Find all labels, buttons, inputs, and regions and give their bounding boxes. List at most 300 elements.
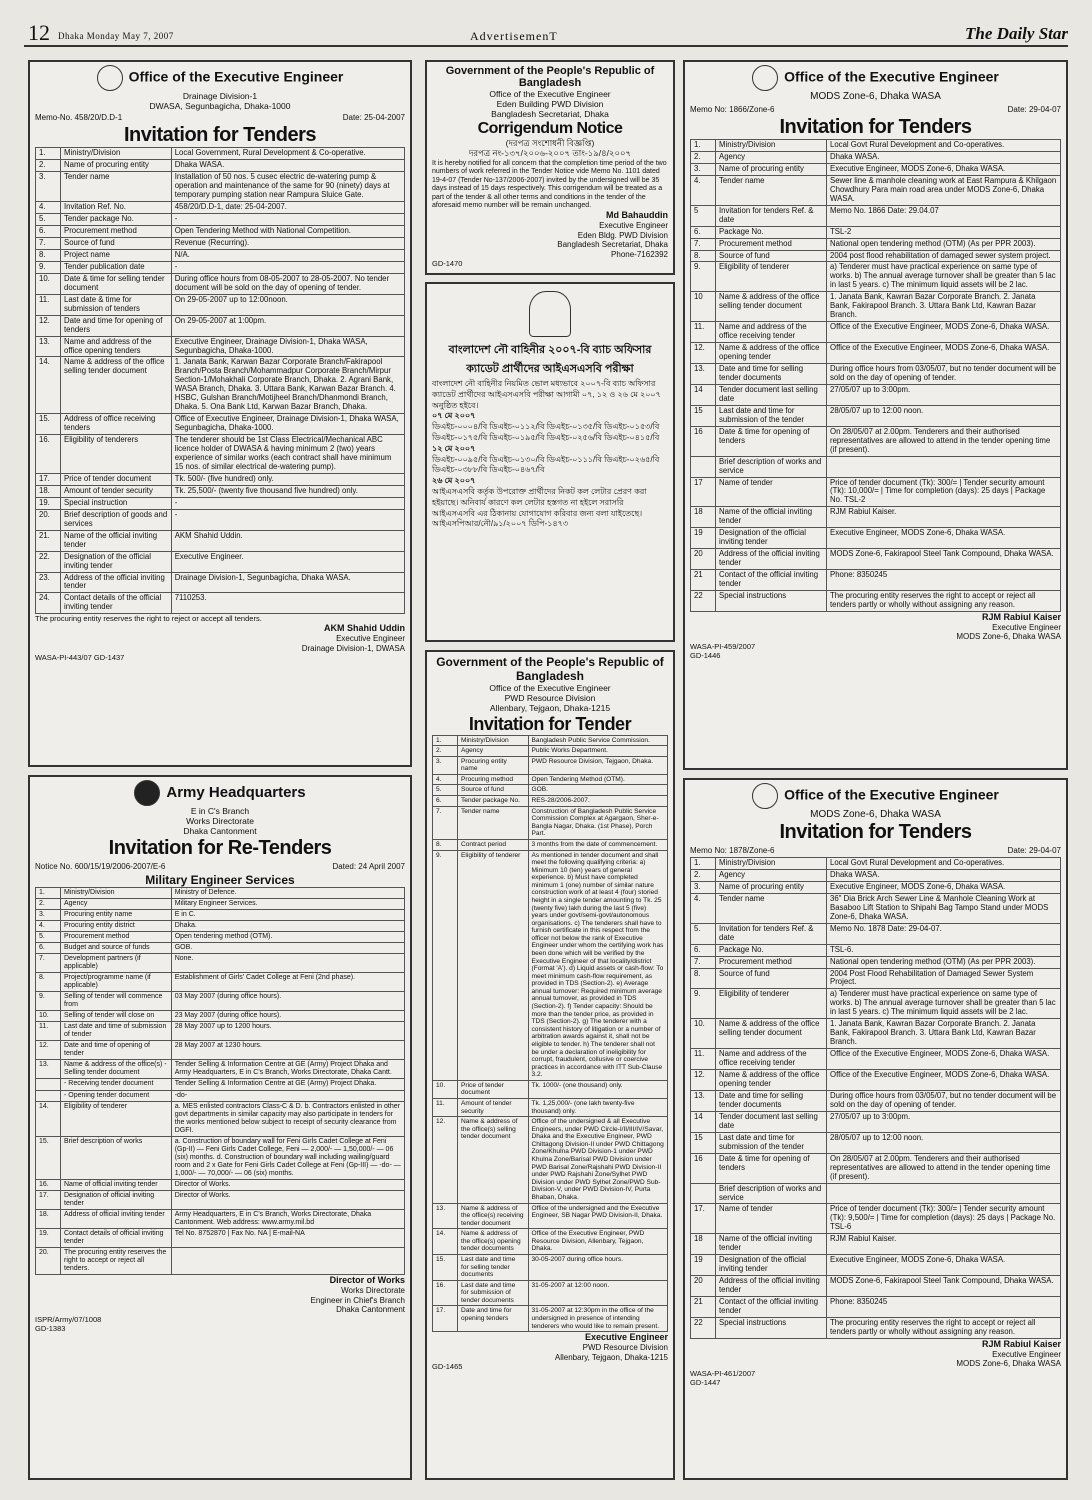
table-row: [691, 989, 1061, 1019]
tender-table: [35, 147, 405, 614]
table-cell-v: Bangladesh Public Service Commission.: [528, 735, 668, 746]
table-cell-v: None.: [171, 953, 404, 972]
ad-gov: Government of the People's Republic of Bangladesh: [436, 655, 664, 683]
table-cell-k: Tender name: [716, 893, 827, 923]
table-cell-v: 28 May 2007 at 1230 hours.: [171, 1041, 404, 1060]
ad-s1: Office of the Executive Engineer: [489, 683, 611, 693]
table-cell-v: a) Tenderer must have practical experience on same type of works. b) The annual average turnover shall be greater than 5 lac in last 5 years. c) The minimum liquid assets will be 2 lac.: [827, 989, 1061, 1019]
table-cell-v: Office of Executive Engineer, Drainage Division-1, Dhaka WASA, Segunbagicha, Dhaka-1000.: [171, 414, 404, 435]
table-cell-v: Phone: 8350245: [827, 1297, 1061, 1318]
table-row: [691, 477, 1061, 507]
table-cell-n: 16: [691, 1153, 716, 1183]
table-cell-v: During office hours from 03/05/07, but no tender document will be sold on the day of opening of tender.: [827, 364, 1061, 385]
table-cell-k: - Receiving tender document: [61, 1079, 172, 1090]
table-row: [691, 1255, 1061, 1276]
bn-date1: ০৭ মে ২০০৭: [432, 411, 476, 421]
table-cell-k: Selling of tender will commence from: [61, 992, 172, 1011]
table-cell-n: 7.: [691, 238, 716, 250]
table-row: [36, 1210, 405, 1229]
table-row: [691, 1276, 1061, 1297]
table-cell-k: Name of the official inviting tender: [61, 530, 172, 551]
bn-note: আইএসএসবি কর্তৃক উপরোক্ত প্রার্থীদের নিকট কল লেটার প্রেরণ করা হইয়াছে। অনিবার্য কারণে কল লেটার হস্তগত না হইলে সরাসরি আইএসএসবি এর ঠিকানায় যোগাযোগ করিবার জন্য বলা যাইতেছে।: [432, 486, 647, 518]
table-cell-k: Designation of the official inviting tender: [716, 528, 827, 549]
table-cell-n: 9.: [36, 261, 61, 273]
table-cell-k: Eligibility of tenderer: [458, 850, 529, 1080]
table-cell-v: 31-05-2007 at 12:30pm in the office of the undersigned in presence of intending tenderers who would like to remain present.: [528, 1306, 668, 1332]
table-row: [36, 942, 405, 953]
table-cell-v: TSL-2: [827, 226, 1061, 238]
table-cell-n: 6.: [691, 226, 716, 238]
table-cell-v: 31-05-2007 at 12:00 noon.: [528, 1280, 668, 1306]
table-cell-k: Contract period: [458, 839, 529, 850]
ad-sub1: Drainage Division-1: [182, 91, 258, 101]
table-cell-k: Agency: [458, 746, 529, 757]
ad-sub2: DWASA, Segunbagicha, Dhaka-1000: [149, 101, 291, 112]
table-cell-n: 22.: [36, 551, 61, 572]
table-cell-n: 20.: [36, 509, 61, 530]
table-cell-k: Contact details of the official inviting tender: [61, 593, 172, 614]
signature-block: AKM Shahid Uddin Executive Engineer Drainage Division-1, DWASA: [301, 623, 405, 653]
table-cell-n: 18.: [36, 485, 61, 497]
table-cell-n: 14.: [433, 1229, 458, 1255]
table-cell-n: 15.: [36, 414, 61, 435]
ad-title: Invitation for Tender: [468, 713, 632, 734]
table-cell-v: -: [171, 509, 404, 530]
table-cell-v: Military Engineer Services.: [171, 898, 404, 909]
bn-date3: ২৬ মে ২০০৭: [432, 476, 476, 486]
ad-s3: Allenbary, Tejgaon, Dhaka-1215: [489, 703, 611, 714]
table-row: [433, 1099, 668, 1117]
table-cell-k: Date and time for selling tender documents: [716, 364, 827, 385]
table-cell-k: Eligibility of tenderer: [716, 262, 827, 292]
table-row: [691, 528, 1061, 549]
table-cell-n: 19: [691, 528, 716, 549]
signature-block: Md Bahauddin Executive Engineer Eden Bldg. PWD Division Bangladesh Secretariat, Dhaka Phone-7162392: [557, 210, 668, 259]
table-cell-v: Tk. 25,500/- (twenty five thousand five hundred) only.: [171, 485, 404, 497]
table-cell-k: Source of fund: [458, 785, 529, 796]
table-row: [691, 1132, 1061, 1153]
table-cell-k: Tender document last selling date: [716, 384, 827, 405]
table-row: [36, 1248, 405, 1275]
table-row: [36, 920, 405, 931]
table-cell-v: TSL-6.: [827, 944, 1061, 956]
ad-s3: Bangladesh Secretariat, Dhaka: [491, 109, 609, 120]
table-cell-n: 15.: [36, 1136, 61, 1179]
table-row: [36, 336, 405, 357]
table-cell-k: Contact details of official inviting tender: [61, 1229, 172, 1248]
table-cell-v: Executive Engineer, MODS Zone-6, Dhaka WASA.: [827, 1255, 1061, 1276]
ad-code: GD-1465: [432, 1362, 463, 1372]
bn-code: আইএসপিআর/নৌ/৯১/২০০৭ ডিপি-১৪৭৩: [432, 519, 569, 529]
table-row: [36, 992, 405, 1011]
table-cell-n: 19.: [36, 1229, 61, 1248]
ad-office-title: Office of the Executive Engineer: [690, 65, 1061, 91]
ad-title: Invitation for Tenders: [124, 124, 316, 147]
table-cell-n: 19: [691, 1255, 716, 1276]
ad-sub: MODS Zone-6, Dhaka WASA: [810, 91, 941, 102]
table-cell-k: Price of tender document: [458, 1080, 529, 1098]
table-row: [691, 968, 1061, 989]
table-cell-n: 2.: [433, 746, 458, 757]
table-cell-v: Office of the Executive Engineer, MODS Zone-6, Dhaka WASA.: [827, 1070, 1061, 1091]
table-row: [691, 1070, 1061, 1091]
table-cell-n: 9.: [36, 992, 61, 1011]
table-cell-n: 17.: [36, 473, 61, 485]
table-cell-n: 17.: [691, 1204, 716, 1234]
table-cell-k: Brief description of works: [61, 1136, 172, 1179]
table-cell-n: 24.: [36, 593, 61, 614]
table-row: [36, 1022, 405, 1041]
table-cell-v: During office hours from 08-05-2007 to 28-05-2007. No tender document will be sold on the day of opening of tender.: [171, 273, 404, 294]
table-cell-k: Address of official inviting tender: [61, 1210, 172, 1229]
table-cell-k: Date and time for opening tenders: [458, 1306, 529, 1332]
table-row: [36, 414, 405, 435]
table-cell-k: - Opening tender document: [61, 1090, 172, 1101]
table-cell-v: Executive Engineer.: [171, 551, 404, 572]
table-cell-k: Date & time for selling tender document: [61, 273, 172, 294]
table-cell-n: 14.: [36, 1101, 61, 1136]
table-cell-k: Procuring method: [458, 774, 529, 785]
table-cell-v: 28/05/07 up to 12:00 noon.: [827, 1132, 1061, 1153]
table-cell-n: 17: [691, 477, 716, 507]
table-cell-v: RJM Rabiul Kaiser.: [827, 1234, 1061, 1255]
table-row: [36, 238, 405, 250]
table-cell-k: Designation of official inviting tender: [61, 1191, 172, 1210]
table-cell-n: 12.: [36, 315, 61, 336]
table-cell-k: Last date and time for submission of the tender: [716, 405, 827, 426]
ad-subtitle: Military Engineer Services: [145, 872, 295, 887]
table-row: [36, 530, 405, 551]
table-cell-n: [691, 1183, 716, 1204]
table-cell-k: Invitation Ref. No.: [61, 202, 172, 214]
table-cell-k: Name of procuring entity: [61, 160, 172, 172]
table-cell-v: Open Tendering Method with National Competition.: [171, 226, 404, 238]
table-cell-k: Name and address of the office receiving tender: [716, 1049, 827, 1070]
table-cell-n: 20.: [36, 1248, 61, 1275]
table-cell-k: Name & address of the office opening tender: [716, 343, 827, 364]
table-cell-k: Name & address of the office opening tender: [716, 1070, 827, 1091]
table-cell-v: Dhaka.: [171, 920, 404, 931]
ad-office-title: Office of the Executive Engineer: [690, 783, 1061, 809]
table-cell-n: 9.: [691, 989, 716, 1019]
table-cell-k: Ministry/Division: [716, 858, 827, 870]
memo-date: Date: 29-04-07: [1007, 846, 1061, 855]
table-cell-k: Invitation for tenders Ref. & date: [716, 923, 827, 944]
table-row: [691, 944, 1061, 956]
ad-pwd-tender: [425, 650, 675, 1480]
table-cell-k: Name of official inviting tender: [61, 1179, 172, 1190]
table-cell-v: Office of the Executive Engineer, MODS Zone-6, Dhaka WASA.: [827, 322, 1061, 343]
table-cell-k: Name & address of the office selling tender document: [716, 292, 827, 322]
table-cell-v: 1. Janata Bank, Karwan Bazar Corporate Branch/Fakirapool Branch/Posta Branch/Mohammadpur Corporate Branch/Mirpur Section-1/Mohakhali Corporate Branch, Dhaka. 2. Agrani Bank, WASA Branch, Dhaka. 3. Uttara Bank, Karwan Bazar Branch. 4. HSBC, Gulshan Branch/Motijheel Branch/Dhanmondi Branch, Dhaka. 5. Ona Bank Ltd, Karwan Bazar Branch, Dhaka.: [171, 357, 404, 414]
page-number: 12: [28, 20, 50, 45]
bn-title2: ক্যাডেট প্রার্থীদের আইএসএসবি পরীক্ষা: [466, 363, 634, 375]
table-cell-n: 5.: [691, 923, 716, 944]
table-cell-k: Selling of tender will close on: [61, 1011, 172, 1022]
table-row: [36, 1229, 405, 1248]
issue-date: Dhaka Monday May 7, 2007: [58, 31, 174, 41]
table-cell-v: Tk. 1000/- (one thousand) only.: [528, 1080, 668, 1098]
table-cell-n: 8.: [691, 968, 716, 989]
table-row: [691, 590, 1061, 611]
table-cell-k: Ministry/Division: [61, 887, 172, 898]
table-row: [691, 1049, 1061, 1070]
ad-drainage-tender: [28, 60, 412, 767]
table-cell-v: The tenderer should be 1st Class Electrical/Mechanical ABC licence holder of DWASA & having minimum 2 (two) years experience of similar works (each contract shall have minimum 15 nos. of similar electrical de-watering pump).: [171, 435, 404, 474]
table-cell-k: Address of the official inviting tender: [716, 549, 827, 570]
table-cell-v: [827, 1183, 1061, 1204]
table-cell-v: Local Government, Rural Development & Co-operative.: [171, 148, 404, 160]
table-cell-n: 11.: [691, 322, 716, 343]
table-row: [433, 1280, 668, 1306]
wasa-logo-icon: [752, 783, 778, 809]
table-row: [433, 1254, 668, 1280]
ad-navy-issb: [425, 282, 675, 642]
table-row: [433, 1080, 668, 1098]
table-row: [691, 507, 1061, 528]
table-cell-k: Brief description of works and service: [716, 1183, 827, 1204]
table-row: [691, 292, 1061, 322]
table-row: [36, 249, 405, 261]
table-cell-v: Dhaka WASA.: [827, 869, 1061, 881]
table-cell-n: 6.: [36, 226, 61, 238]
table-cell-n: 2.: [36, 898, 61, 909]
table-row: [36, 1179, 405, 1190]
table-cell-n: 6.: [691, 944, 716, 956]
table-row: [36, 315, 405, 336]
ad-footnote: The procuring entity reserves the right to reject or accept all tenders.: [35, 614, 262, 624]
ad-code2: GD-1383: [35, 1324, 66, 1334]
tender-table: [432, 735, 668, 1333]
ad-title: Invitation for Re-Tenders: [108, 836, 332, 859]
table-cell-n: 16.: [36, 435, 61, 474]
table-cell-v: Open tendering method (OTM).: [171, 931, 404, 942]
table-row: [36, 953, 405, 972]
table-row: [36, 1079, 405, 1090]
table-row: [36, 148, 405, 160]
table-cell-n: 18.: [36, 1210, 61, 1229]
table-cell-v: Director of Works.: [171, 1191, 404, 1210]
table-row: [433, 774, 668, 785]
table-cell-n: 4.: [691, 893, 716, 923]
ad-s1: Office of the Executive Engineer: [489, 89, 611, 99]
table-cell-v: Executive Engineer, Drainage Division-1, Dhaka WASA, Segunbagicha, Dhaka-1000.: [171, 336, 404, 357]
table-cell-n: 4.: [691, 175, 716, 205]
table-cell-v: -: [171, 214, 404, 226]
table-row: [691, 1090, 1061, 1111]
table-cell-n: 3.: [691, 881, 716, 893]
table-cell-n: 12.: [691, 343, 716, 364]
bn-rolls2: ডিএইচ-০০৯৫/বি ডিএইচ-০১৩০/বি ডিএইচ-০১১১/বি ডিএইচ-০২৬৫/বি ডিএইচ-০৩৮৮/বি ডিএইচ-০৪৬৭/বি: [432, 454, 660, 475]
table-cell-n: 1.: [36, 887, 61, 898]
table-row: [691, 384, 1061, 405]
table-cell-n: 15: [691, 405, 716, 426]
table-cell-k: Brief description of goods and services: [61, 509, 172, 530]
table-cell-v: RJM Rabiul Kaiser.: [827, 507, 1061, 528]
table-cell-k: Procurement method: [61, 226, 172, 238]
table-cell-v: Ministry of Defence.: [171, 887, 404, 898]
table-cell-n: 18: [691, 507, 716, 528]
table-cell-n: 16.: [433, 1280, 458, 1306]
table-row: [691, 1317, 1061, 1338]
table-cell-k: Date & time for opening of tenders: [716, 426, 827, 456]
table-cell-v: Tk. 1,25,000/- (one lakh twenty-five thousand) only.: [528, 1099, 668, 1117]
table-cell-n: 3.: [433, 756, 458, 774]
table-row: [433, 1306, 668, 1332]
table-cell-k: Special instruction: [61, 497, 172, 509]
table-row: [36, 160, 405, 172]
table-cell-v: Executive Engineer, MODS Zone-6, Dhaka WASA.: [827, 528, 1061, 549]
table-cell-n: 6.: [36, 942, 61, 953]
table-cell-n: 3.: [36, 909, 61, 920]
table-cell-k: Name of the official inviting tender: [716, 507, 827, 528]
table-cell-v: Dhaka WASA.: [171, 160, 404, 172]
signature-block: Director of Works Works Directorate Engineer in Chief's Branch Dhaka Cantonment: [310, 1275, 405, 1315]
ad-code2: GD-1447: [690, 1377, 721, 1387]
table-cell-v: 23 May 2007 (during office hours).: [171, 1011, 404, 1022]
table-cell-n: 3.: [36, 172, 61, 202]
table-cell-k: Ministry/Division: [458, 735, 529, 746]
table-cell-v: Office of the undersigned and the Executive Engineer, SB Nagar PWD Division-II, Dhaka.: [528, 1203, 668, 1229]
table-row: [691, 881, 1061, 893]
table-row: [36, 172, 405, 202]
table-cell-n: 6.: [433, 796, 458, 807]
table-cell-v: On 29-05-2007 at 1:00pm.: [171, 315, 404, 336]
table-cell-v: -: [171, 261, 404, 273]
table-row: [433, 735, 668, 746]
table-cell-k: Source of fund: [716, 250, 827, 262]
table-cell-v: 3 months from the date of commencement.: [528, 839, 668, 850]
table-cell-k: Brief description of works and service: [716, 456, 827, 477]
table-cell-n: 9.: [433, 850, 458, 1080]
table-cell-n: 20: [691, 1276, 716, 1297]
table-cell-k: Last date and time for submission of the tender: [716, 1132, 827, 1153]
table-row: [36, 509, 405, 530]
table-cell-n: 19.: [36, 497, 61, 509]
table-cell-n: 12.: [36, 1041, 61, 1060]
table-row: [691, 869, 1061, 881]
table-cell-k: Contact of the official inviting tender: [716, 570, 827, 591]
table-cell-v: 28/05/07 up to 12:00 noon.: [827, 405, 1061, 426]
table-cell-v: 27/05/07 up to 3:00pm.: [827, 1111, 1061, 1132]
table-cell-k: Name & address of the office(s) opening tender documents: [458, 1229, 529, 1255]
table-cell-k: Procuring entity name: [61, 909, 172, 920]
table-row: [36, 898, 405, 909]
table-cell-n: 8.: [433, 839, 458, 850]
table-cell-v: PWD Resource Division, Tejgaon, Dhaka.: [528, 756, 668, 774]
table-cell-v: -do-: [171, 1090, 404, 1101]
table-cell-n: 11.: [433, 1099, 458, 1117]
table-cell-k: Address of the official inviting tender: [61, 572, 172, 593]
table-cell-v: [171, 1248, 404, 1275]
table-row: [36, 1041, 405, 1060]
table-cell-k: Name & address of the office(s) receiving tender document: [458, 1203, 529, 1229]
table-row: [36, 593, 405, 614]
table-cell-n: 9.: [691, 262, 716, 292]
table-cell-v: Establishment of Girls' Cadet College at Feni (2nd phase).: [171, 972, 404, 991]
table-cell-n: 10: [691, 292, 716, 322]
table-cell-k: Procurement method: [716, 956, 827, 968]
table-cell-v: The procuring entity reserves the right to accept or reject all tenders partly or wholly without assigning any reason.: [827, 590, 1061, 611]
table-cell-k: Name and address of the office receiving tender: [716, 322, 827, 343]
table-row: [36, 261, 405, 273]
masthead: The Daily Star: [965, 24, 1068, 43]
table-cell-k: Address of office receiving tenders: [61, 414, 172, 435]
table-cell-k: Amount of tender security: [61, 485, 172, 497]
table-row: [36, 909, 405, 920]
table-cell-n: 11.: [36, 294, 61, 315]
table-row: [691, 250, 1061, 262]
table-cell-v: MODS Zone-6, Fakirapool Steel Tank Compound, Dhaka WASA.: [827, 1276, 1061, 1297]
table-cell-v: Office of the undersigned & all Executive Engineers, under PWD Circle-I/II/III/IV/Savar, Dhaka and the Executive Engineer, PWD Chittagong Division-II under PWD Chittagong Zone/Khulna PWD Division-1 under PWD Khulna Zone/Barisal PWD Division under PWD Barisal Zone/Rajshahi PWD Division-II under PWD Rajshahi Zone/Sylhet PWD Division under PWD Sylhet Zone/PWD Sub-Division-V, under PWD Division-IV, Purta Bhaban, Dhaka.: [528, 1117, 668, 1203]
table-cell-v: 36" Dia Brick Arch Sewer Line & Manhole Cleaning Work at Basaboo Lift Station to Shipahi Bag Tampo Stand under MODS Zone-6, Dhaka WASA.: [827, 893, 1061, 923]
table-row: [36, 273, 405, 294]
table-cell-v: 30-05-2007 during office hours.: [528, 1254, 668, 1280]
table-cell-k: Name of procuring entity: [716, 881, 827, 893]
table-row: [691, 549, 1061, 570]
table-cell-k: Last date & time for submission of tenders: [61, 294, 172, 315]
table-row: [36, 1060, 405, 1079]
table-cell-n: 10.: [36, 273, 61, 294]
table-row: [36, 435, 405, 474]
table-row: [691, 364, 1061, 385]
table-cell-n: 1.: [36, 148, 61, 160]
ad-code2: GD-1446: [690, 650, 721, 660]
table-cell-k: Project/programme name (if applicable): [61, 972, 172, 991]
table-cell-k: Contact of the official inviting tender: [716, 1297, 827, 1318]
ad-army-retender: [28, 775, 412, 1480]
table-cell-k: Eligibility of tenderer: [716, 989, 827, 1019]
table-cell-v: -: [171, 497, 404, 509]
header-rule: [24, 45, 1068, 47]
table-cell-n: 22: [691, 1317, 716, 1338]
notice-body: It is hereby notified for all concern that the completion time period of the two numbers of work referred in the Tender Notice vide Memo No. 1101 dated 19-4-07 (Tender No-137/2006-2007) invited by the undersigned will be 35 days instead of 15 days respectively. This corrigendum will be treated as a part of the tender & all other terms and conditions in the tender of the aforesaid memo number will be remain unchanged.: [432, 159, 667, 209]
table-cell-v: The procuring entity reserves the right to accept or reject all tenders partly or wholly without assigning any reason.: [827, 1317, 1061, 1338]
table-cell-v: AKM Shahid Uddin.: [171, 530, 404, 551]
table-cell-n: 5: [691, 205, 716, 226]
table-cell-n: 7.: [36, 238, 61, 250]
table-cell-k: Address of the official inviting tender: [716, 1276, 827, 1297]
table-row: [433, 1203, 668, 1229]
table-cell-v: RES-28/2006-2007.: [528, 796, 668, 807]
bn-intro: বাংলাদেশ নৌ বাহিনীর নিয়মিত ভোল মধ্যভাবে ২০০৭-বি ব্যাচ অফিসার ক্যাডেট প্রার্থীদের আইএসএসবি পরীক্ষা আগামী ০৭, ১২ ও ২৬ মে ২০০৭ অনুষ্ঠিত হইবে।: [432, 379, 661, 410]
table-cell-v: Executive Engineer, MODS Zone-6, Dhaka WASA.: [827, 163, 1061, 175]
ad-s2: Works Directorate: [186, 816, 254, 827]
table-cell-n: 13.: [691, 364, 716, 385]
table-cell-k: Designation of the official inviting tender: [61, 551, 172, 572]
signature-block: RJM Rabiul Kaiser Executive Engineer MODS Zone-6, Dhaka WASA: [956, 611, 1061, 642]
table-row: [433, 1117, 668, 1203]
table-cell-n: 18: [691, 1234, 716, 1255]
table-cell-k: Tender publication date: [61, 261, 172, 273]
table-cell-n: 8.: [36, 972, 61, 991]
table-row: [36, 357, 405, 414]
table-cell-v: On 28/05/07 at 2.00pm. Tenderers and their authorised representatives are allowed to attend in the tender opening time (if present).: [827, 1153, 1061, 1183]
tender-table: [35, 887, 405, 1276]
table-cell-k: Tender package No.: [61, 214, 172, 226]
table-cell-v: Office of the Executive Engineer, MODS Zone-6, Dhaka WASA.: [827, 1049, 1061, 1070]
ad-code1: ISPR/Army/07/1008: [35, 1315, 102, 1325]
table-row: [691, 1019, 1061, 1049]
table-cell-n: 7.: [433, 806, 458, 839]
table-cell-n: 13.: [691, 1090, 716, 1111]
table-row: [691, 1111, 1061, 1132]
table-cell-v: Office of the Executive Engineer, MODS Zone-6, Dhaka WASA.: [827, 343, 1061, 364]
table-cell-v: N/A.: [171, 249, 404, 261]
table-cell-v: Memo No. 1878 Date: 29-04-07.: [827, 923, 1061, 944]
table-row: [36, 214, 405, 226]
table-cell-v: Office of the Executive Engineer, PWD Resource Division, Allenbary, Tejgaon, Dhaka.: [528, 1229, 668, 1255]
